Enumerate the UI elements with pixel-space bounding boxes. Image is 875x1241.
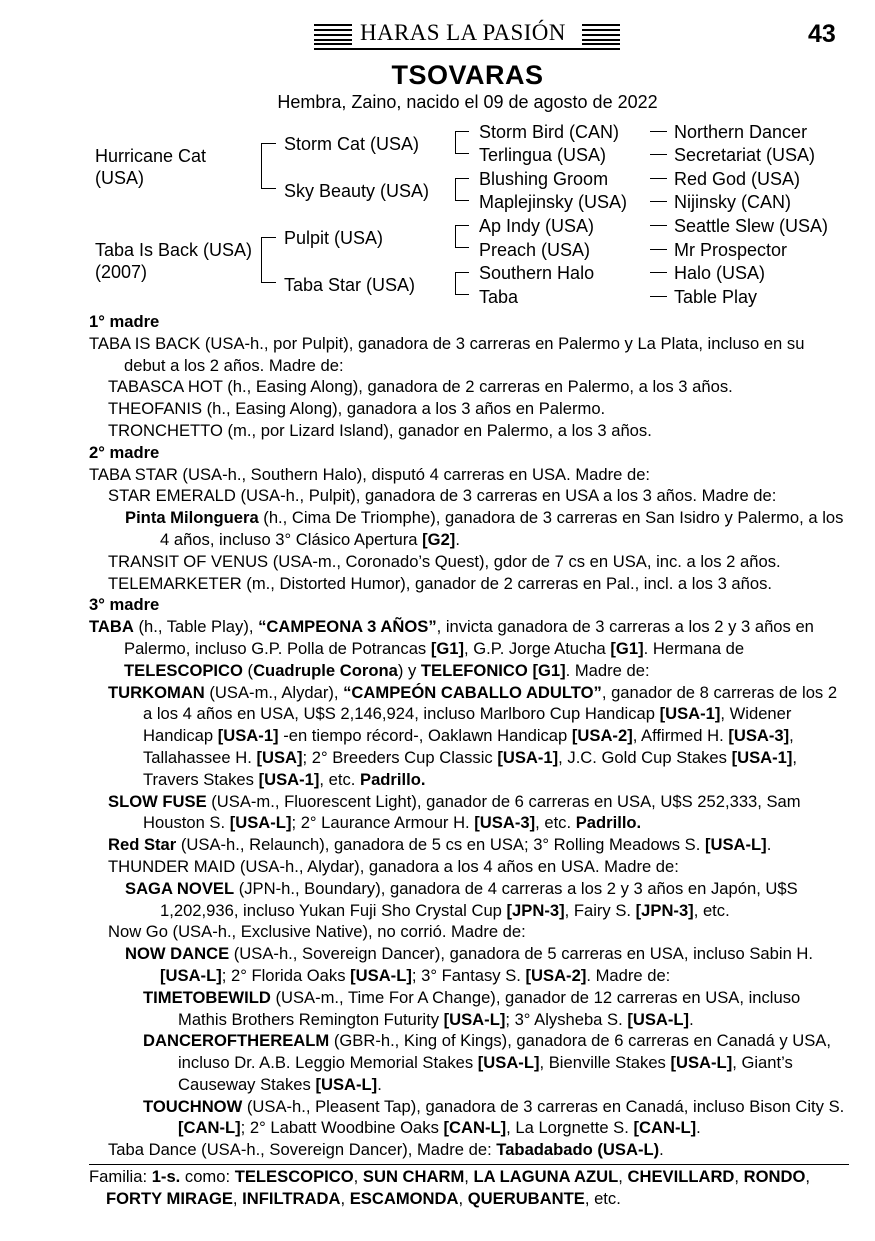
pedigree-dam-year: (2007) [95,262,148,282]
connector-g4-4 [650,201,667,202]
connector-g4-6 [650,249,667,250]
pedigree-gen2-3: Pulpit (USA) [284,228,384,248]
pedigree-gen3-8: Taba [479,287,519,307]
pedigree-sire-country: (USA) [95,168,144,188]
pedigree-gen3-7: Southern Halo [479,263,595,283]
entry-touchnow: TOUCHNOW (USA-h., Pleasent Tap), ganadora de 3 carreras en Canadá, incluso Bison City S. [CAN-L]; 2° Labatt Woodbine Oaks [CAN-L], La Lorgnette S. [CAN-L]. [143,1096,845,1138]
familia-name: LA LAGUNA AZUL [473,1167,619,1187]
connector-sire [261,143,262,189]
pedigree-gen4-5: Seattle Slew (USA) [674,216,829,236]
pedigree-gen2-1: Storm Cat (USA) [284,134,420,154]
section-first-dam: 1° madre [89,312,160,331]
connector-g4-2 [650,154,667,155]
pedigree-gen2-2: Sky Beauty (USA) [284,181,430,201]
familia-name: ESCAMONDA [349,1188,459,1208]
family-notes [89,311,849,1210]
entry-taba-dance: Taba Dance (USA-h., Sovereign Dancer), Madre de: Tabadabado (USA-L). [108,1140,664,1160]
entry-red-star: Red Star (USA-h., Relaunch), ganadora de 5 cs en USA; 3° Rolling Meadows S. [USA-L]. [108,835,772,855]
entry-now-dance: NOW DANCE (USA-h., Sovereign Dancer), ganadora de 5 carreras en USA, incluso Sabin H. [USA-L]; 2° Florida Oaks [USA-L]; 3° Fantasy S. [USA-2]. Madre de: [125,944,814,985]
familia-name: TELESCOPICO [234,1167,354,1187]
pedigree-gen4-8: Table Play [674,287,758,307]
connector-g3-2 [455,178,456,200]
entry-telemarketer: TELEMARKETER (m., Distorted Humor), ganador de 2 carreras en Pal., incl. a los 3 años. [108,573,773,593]
logo-underline [314,48,620,50]
brand-logo [314,20,620,48]
pedigree-gen3-5: Ap Indy (USA) [479,216,595,236]
entry-timetobewild: TIMETOBEWILD (USA-m., Time For A Change), ganador de 12 carreras en USA, incluso Mathis Brothers Remington Futurity [USA-L]; 3° Alysheba S. [USA-L]. [143,987,801,1029]
pedigree-gen3-1: Storm Bird (CAN) [479,122,620,142]
pedigree-gen4-6: Mr Prospector [674,240,788,260]
pedigree-gen2-4: Taba Star (USA) [284,275,416,295]
entry-thunder-maid: THUNDER MAID (USA-h., Alydar), ganadora a los 4 años en USA. Madre de: [108,856,679,876]
connector-dam-bottom [261,282,276,283]
connector-g3-2a [455,178,469,179]
connector-g4-5 [650,225,667,226]
familia-divider [89,1164,849,1165]
entry-turkoman: TURKOMAN (USA-m., Alydar), “CAMPEÓN CABALLO ADULTO”, ganador de 8 carreras de los 2 a los 4 años en USA, U$S 2,146,924, incluso Marlboro Cup Handicap [USA-1], Widener Handicap [USA-1] -en tiempo récord-, Oaklawn Handicap [USA-2], Affirmed H. [USA-3], Tallahassee H. [USA]; 2° Breeders Cup Classic [USA-1], J.C. Gold Cup Stakes [USA-1], Travers Stakes [USA-1], etc. Padrillo. [108,682,838,789]
connector-g3-3a [455,225,469,226]
pedigree-gen3-3: Blushing Groom [479,169,609,189]
connector-g3-3 [455,225,456,247]
familia-name: CHEVILLARD [627,1167,735,1187]
connector-sire-top [261,143,276,144]
familia-name: INFILTRADA [242,1188,341,1208]
connector-g3-4b [455,294,469,295]
brand-name: HARAS LA PASIÓN [360,20,566,45]
pedigree-gen4-4: Nijinsky (CAN) [674,192,791,212]
entry-dancerofthe-realm: DANCEROFTHEREALM (GBR-h., King of Kings), ganadora de 6 carreras en Canadá y USA, incluso Dr. A.B. Leggio Memorial Stakes [USA-L], Bienville Stakes [USA-L], Giant’s Causeway Stakes [USA-L]. [143,1031,831,1094]
logo-bars-right-icon [582,24,620,45]
familia-name: RONDO [743,1167,806,1187]
entry-taba-star: TABA STAR (USA-h., Southern Halo), disputó 4 carreras en USA. Madre de: [89,464,651,484]
page-number: 43 [808,20,836,48]
entry-slow-fuse: SLOW FUSE (USA-m., Fluorescent Light), ganador de 6 carreras en USA, U$S 252,333, Sam Houston S. [USA-L]; 2° Laurance Armour H. [USA-3], etc. Padrillo. [108,791,801,833]
familia-name: FORTY MIRAGE [106,1188,233,1208]
pedigree-dam: Taba Is Back (USA) [95,240,253,260]
connector-g3-3b [455,247,469,248]
connector-g3-1b [455,153,469,154]
pedigree-gen4-1: Northern Dancer [674,122,808,142]
entry-star-emerald: STAR EMERALD (USA-h., Pulpit), ganadora de 3 carreras en USA a los 3 años. Madre de: [108,486,777,506]
connector-g3-1 [455,131,456,153]
pedigree-gen3-4: Maplejinsky (USA) [479,192,628,212]
familia-name: SUN CHARM [362,1167,465,1187]
familia-line: Familia: 1-s. como: TELESCOPICO, SUN CHARM, LA LAGUNA AZUL, CHEVILLARD, RONDO, FORTY MIRAGE, INFILTRADA, ESCAMONDA, QUERUBANTE, etc. [89,1167,811,1208]
connector-g4-8 [650,296,667,297]
entry-theofanis: THEOFANIS (h., Easing Along), ganadora a los 3 años en Palermo. [108,399,606,419]
connector-dam-top [261,237,276,238]
pedigree-gen3-2: Terlingua (USA) [479,145,607,165]
connector-g4-1 [650,131,667,132]
horse-description: Hembra, Zaino, nacido el 09 de agosto de 2022 [277,92,658,112]
entry-tronchetto: TRONCHETTO (m., por Lizard Island), ganador en Palermo, a los 3 años. [108,420,652,440]
entry-taba: TABA (h., Table Play), “CAMPEONA 3 AÑOS”, invicta ganadora de 3 carreras a los 2 y 3 años en Palermo, incluso G.P. Polla de Potrancas [G1], G.P. Jorge Atucha [G1]. Hermana de TELESCOPICO (Cuadruple Corona) y TELEFONICO [G1]. Madre de: [89,617,814,680]
connector-g3-4a [455,272,469,273]
section-third-dam: 3° madre [89,595,160,615]
connector-g3-2b [455,200,469,201]
pedigree-gen4-2: Secretariat (USA) [674,145,816,165]
horse-name: TSOVARAS [391,60,544,90]
entry-saga-novel: SAGA NOVEL (JPN-h., Boundary), ganadora de 4 carreras a los 2 y 3 años en Japón, U$S 1,202,936, incluso Yukan Fuji Sho Crystal Cup [JPN-3], Fairy S. [JPN-3], etc. [125,878,798,920]
entry-tabasca-hot: TABASCA HOT (h., Easing Along), ganadora de 2 carreras en Palermo, a los 3 años. [108,377,733,397]
connector-g4-3 [650,178,667,179]
connector-g3-4 [455,272,456,294]
entry-now-go: Now Go (USA-h., Exclusive Native), no corrió. Madre de: [108,922,526,942]
entry-pinta-milonguera: Pinta Milonguera (h., Cima De Triomphe), ganadora de 3 carreras en San Isidro y Palermo, a los 4 años, incluso 3° Clásico Apertura [G2]. [125,508,844,549]
connector-g3-1a [455,131,469,132]
logo-bars-left-icon [314,24,352,45]
connector-dam [261,237,262,283]
pedigree-sire: Hurricane Cat [95,146,207,166]
entry-transit-of-venus: TRANSIT OF VENUS (USA-m., Coronado’s Quest), gdor de 7 cs en USA, inc. a los 2 años. [108,551,781,571]
pedigree-gen4-7: Halo (USA) [674,263,766,283]
connector-sire-bottom [261,188,276,189]
section-second-dam: 2° madre [89,442,160,462]
entry-taba-is-back: TABA IS BACK (USA-h., por Pulpit), ganadora de 3 carreras en Palermo y La Plata, incluso en su debut a los 2 años. Madre de: [89,333,805,375]
pedigree-gen3-6: Preach (USA) [479,240,591,260]
connector-g4-7 [650,272,667,273]
familia-name: QUERUBANTE [467,1188,585,1208]
pedigree-gen4-3: Red God (USA) [674,169,801,189]
